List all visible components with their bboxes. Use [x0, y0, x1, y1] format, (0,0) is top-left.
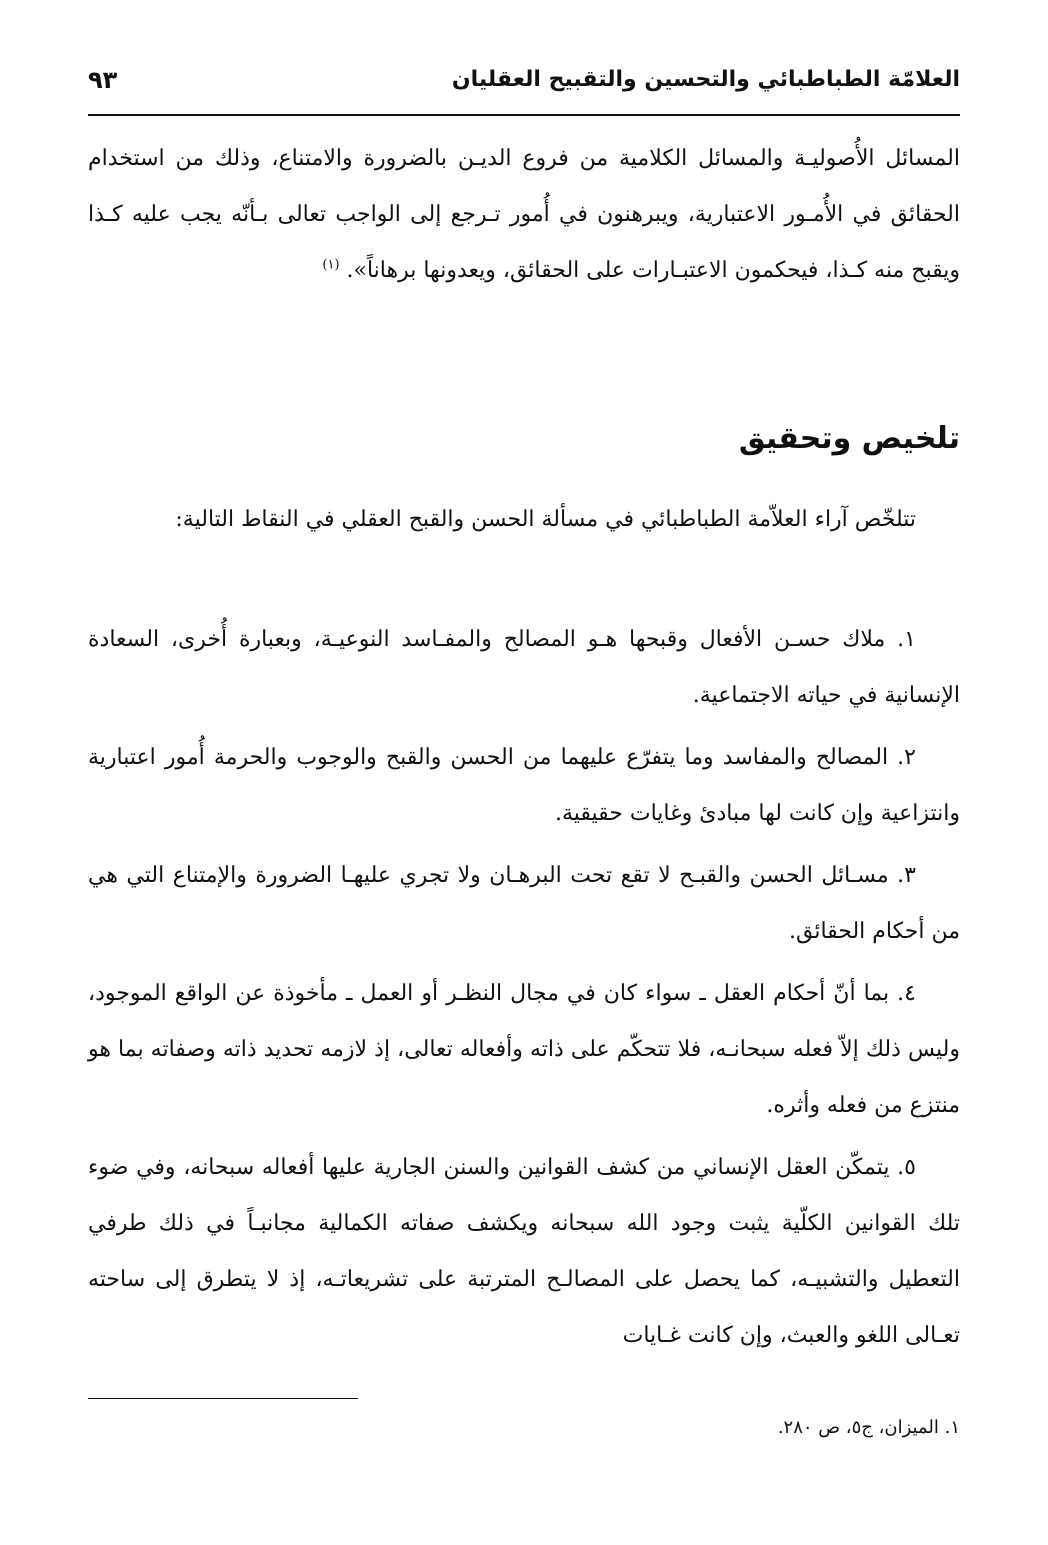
quote-paragraph	[88, 131, 960, 299]
point-item-5: ٥. يتمكّن العقل الإنساني من كشف القوانين والسنن الجارية عليها أفعاله سبحانه، وفي ضوء تلك القوانين الكلّية يثبت وجود الله سبحانه ويكشف صفاته الكمالية مجانبـاً في ذلك طرفي التعطيل والتشبيـه، كما يحصل على المصالـح المترتبة على تشريعاتـه، إذ لا يتطرق إلى ساحته تعـالى اللغو والعبث، وإن كانت غـايات	[88, 1155, 960, 1348]
page-number: ٩٣	[88, 66, 118, 94]
footnote: ١. الميزان، ج٥، ص ٢٨٠.	[777, 1417, 960, 1438]
page-header	[88, 58, 960, 102]
intro-paragraph: تتلخّص آراء العلاّمة الطباطبائي في مسألة الحسن والقبح العقلي في النقاط التالية:	[175, 507, 916, 532]
point-item-4: ٤. بما أنّ أحكام العقل ـ سواء كان في مجال النظـر أو العمل ـ مأخوذة عن الواقع الموجود، وليس ذلك إلاّ فعله سبحانـه، فلا تتحكّم على ذاته وأفعاله تعالى، إذ لازمه تحديد ذاته وصفاته بما هو منتزع من فعله وأثره.	[88, 981, 960, 1118]
points-list	[88, 612, 960, 1370]
section-heading: تلخيص وتحقيق	[738, 421, 960, 456]
footnote-divider	[88, 1398, 358, 1399]
header-divider	[88, 114, 960, 116]
point-item-3: ٣. مسـائل الحسن والقبـح لا تقع تحت البرهـان ولا تجري عليهـا الضرورة والإمتناع التي هي من أحكام الحقائق.	[88, 863, 960, 944]
point-item-2: ٢. المصالح والمفاسد وما يتفرّع عليهما من الحسن والقبح والوجوب والحرمة أُمور اعتبارية وانتزاعية وإن كانت لها مبادئ وغايات حقيقية.	[88, 745, 960, 826]
footnote-reference: (١)	[322, 257, 340, 273]
quote-text: المسائل الأُصوليـة والمسائل الكلامية من فروع الديـن بالضرورة والامتناع، وذلك من استخدام الحقائق في الأُمـور الاعتبارية، ويبرهنون في أُمور تـرجع إلى الواجب تعالى بـأنّه يجب عليه كـذا ويقبح منه كـذا، فيحكمون الاعتبـارات على الحقائق، ويعدونها برهاناً».	[88, 146, 960, 283]
point-item-1: ١. ملاك حسـن الأفعال وقبحها هـو المصالح والمفـاسد النوعيـة، وبعبارة أُخرى، السعادة الإنسانية في حياته الاجتماعية.	[88, 627, 960, 708]
running-title: العلامّة الطباطبائي والتحسين والتقبيح العقليان	[451, 67, 960, 92]
